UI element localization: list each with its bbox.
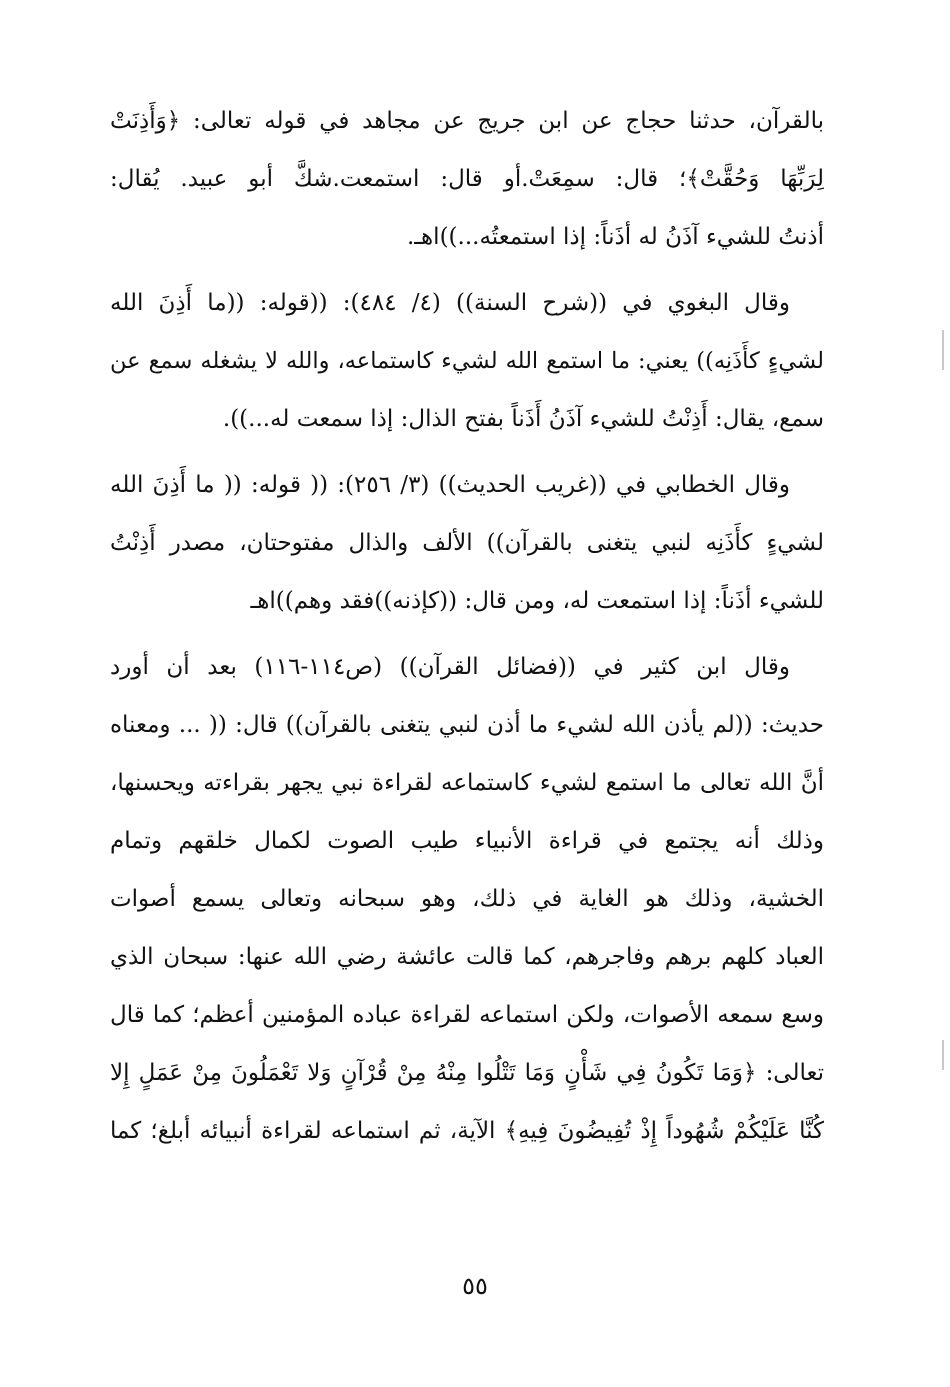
text-line: وقال البغوي في ((شرح السنة)) (٤/ ٤٨٤): ((قوله: ((ما أَذِنَ الله	[110, 290, 790, 316]
page-body	[110, 92, 824, 1272]
text-line: لشيءٍ كأَذَنِه لنبي يتغنى بالقرآن)) الألف والذال مفتوحتان، مصدر أَذِنْتُ	[110, 530, 824, 556]
text-line: للشيء أذَناً: إذا استمعت له، ومن قال: ((كإذنه))فقد وهم))اهـ	[250, 588, 824, 614]
paragraph-1	[110, 92, 824, 266]
paragraph-2	[110, 274, 824, 448]
paragraph-gap	[110, 448, 824, 456]
text-line: بالقرآن، حدثنا حجاج عن ابن جريج عن مجاهد في قوله تعالى: ﴿وَأَذِنَتْ	[110, 108, 824, 134]
text-line: وذلك أنه يجتمع في قراءة الأنبياء طيب الصوت لكمال خلقهم وتمام	[110, 828, 824, 854]
scan-edge-mark	[942, 1040, 944, 1070]
text-line: أنَّ الله تعالى ما استمع لشيء كاستماعه لقراءة نبي يجهر بقراءته ويحسنها،	[110, 770, 824, 796]
scan-edge-mark	[942, 330, 944, 370]
paragraph-gap	[110, 630, 824, 638]
text-line: وسع سمعه الأصوات، ولكن استماعه لقراءة عباده المؤمنين أعظم؛ كما قال	[110, 1002, 824, 1028]
page-number: ٥٥	[462, 1272, 488, 1300]
text-line: وقال ابن كثير في ((فضائل القرآن)) (ص١١٤-١١٦) بعد أن أورد	[110, 654, 790, 680]
text-line: كُنَّا عَلَيْكُمْ شُهُوداً إِذْ تُفِيضُونَ فِيهِ﴾ الآية، ثم استماعه لقراءة أنبيائه أبلغ؛ كما	[110, 1118, 824, 1144]
text-line: وقال الخطابي في ((غريب الحديث)) (٣/ ٢٥٦): (( قوله: (( ما أَذِنَ الله	[110, 472, 791, 498]
text-line: لِرَبِّهَا وَحُقَّتْ﴾؛ قال: سمِعَتْ.أو قال: استمعت.شكَّ أبو عبيد. يُقال:	[110, 166, 824, 192]
paragraph-4	[110, 638, 824, 1160]
text-line: أذنتُ للشيء آذَنُ له أذَناً: إذا استمعتُه...))اهـ.	[407, 224, 824, 250]
paragraph-gap	[110, 266, 824, 274]
text-line: الخشية، وذلك هو الغاية في ذلك، وهو سبحانه وتعالى يسمع أصوات	[110, 886, 824, 912]
text-line: سمع، يقال: أَذِنْتُ للشيء آذَنُ أَذَناً بفتح الذال: إذا سمعت له...)).	[222, 406, 824, 432]
text-line: العباد كلهم برهم وفاجرهم، كما قالت عائشة رضي الله عنها: سبحان الذي	[110, 944, 824, 970]
paragraph-3	[110, 456, 824, 630]
text-line: تعالى: ﴿وَمَا تَكُونُ فِي شَأْنٍ وَمَا تَتْلُوا مِنْهُ مِنْ قُرْآنٍ وَلا تَعْمَلُونَ مِنْ عَمَلٍ إِلا	[110, 1060, 824, 1086]
text-line: حديث: ((لم يأذن الله لشيء ما أذن لنبي يتغنى بالقرآن)) قال: (( ... ومعناه	[110, 712, 824, 738]
text-line: لشيءٍ كأَذَنِه)) يعني: ما استمع الله لشيء كاستماعه، والله لا يشغله سمع عن	[110, 348, 824, 374]
